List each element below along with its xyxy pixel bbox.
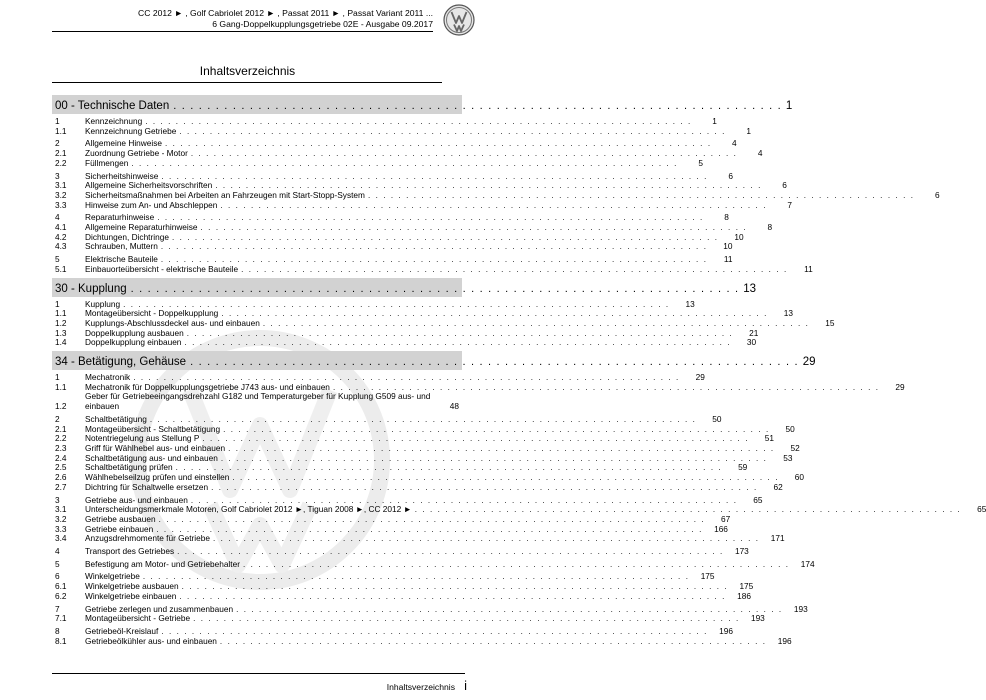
leader-dots: . . . . . . . . . . . . . . . . . . . . . . . . . . . . . . . . . . . . . . . . . . . . . . . . . . . . . . . . . . . . . . . . . . . . . . . .	[175, 463, 723, 473]
leader-dots: . . . . . . . . . . . . . . . . . . . . . . . . . . . . . . . . . . . . . . . . . . . . . . . . . . . . . . . . . . . . . . . . . . . . . . . .	[332, 382, 880, 392]
entry-number: 7.1	[55, 613, 67, 624]
entry-title: Getriebe zerlegen und zusammenbauen	[85, 603, 234, 614]
entry-number: 2.3	[55, 442, 67, 453]
entry-title: Doppelkupplung einbauen	[85, 337, 182, 348]
entry-page: 1	[712, 116, 717, 126]
leader-dots: . . . . . . . . . . . . . . . . . . . . . . . . . . . . . . . . . . . . . . . . . . . . . . . . . . . . . . . . . . . . . . . . . . . . . . . .	[142, 572, 690, 582]
entry-number: 1.1	[55, 125, 67, 136]
toc-entry[interactable]	[52, 263, 813, 275]
entry-number: 2.4	[55, 452, 67, 463]
entry-number: 1.4	[55, 337, 67, 348]
entry-page: 173	[734, 546, 749, 557]
entry-number: 6.1	[55, 581, 67, 592]
leader-dots: . . . . . . . . . . . . . . . . . . . . . . . . . . . . . . . . . . . . . . . . . . . . . . . . . . . . . . . . . . . . . . . . . . . . . . . .	[161, 626, 708, 636]
leader-dots: . . . . . . . . . . . . . . . . . . . . . . . . . . . . . . . . . . . . . . . . . . . . . . . . . . . . . . . . . . . . . . . . . . . . . . . .	[262, 318, 810, 328]
entry-number: 2.5	[55, 462, 67, 473]
entry-number: 3.1	[55, 504, 67, 515]
entry-page: 10	[734, 231, 744, 242]
entry-title: Kennzeichnung	[85, 116, 143, 126]
leader-dots: . . . . . . . . . . . . . . . . . . . . . . . . . . . . . . . . . . . . . . . . . . . . . . . . . . . . . . . . . . . . . . . . . . . . . . . .	[171, 232, 719, 242]
entry-title: Dichtring für Schaltwelle ersetzen	[85, 481, 209, 492]
entry-number: 6	[55, 571, 60, 582]
leader-dots: . . . . . . . . . . . . . . . . . . . . . . . . . . . . . . . . . . . . . . . . . . . . . . . . . . . . . . . . . . . . . . . . . . . . . . . .	[149, 414, 697, 424]
entry-title: Allgemeine Reparaturhinweise	[85, 222, 198, 233]
leader-dots: . . . . . . . . . . . . . . . . . . . . . . . . . . . . . . . . . . . . . . . . . . . . . . . . . . . . . . . . . . . . . . . . . . . . . . . .	[158, 514, 706, 524]
entry-page: 13	[685, 298, 695, 309]
entry-number: 3.3	[55, 199, 67, 210]
entry-page: 65	[753, 494, 763, 505]
entry-number: 2	[55, 138, 60, 149]
vw-logo-icon	[443, 4, 475, 36]
leader-dots: . . . . . . . . . . . . . . . . . . . . . . . . . . . . . . . . . . . . . . . . . . . . . . . . . . . . . . . . . . . . . . . . . . . . . . . .	[133, 373, 680, 383]
leader-dots: . . . . . . . . . . . . . . . . . . . . . . . . . . . . . . . . . . . . . . . . . . . . . . . . . . . . . . . . . . . . . . . . . . . . . . . .	[221, 309, 768, 319]
entry-number: 3.4	[55, 533, 67, 544]
entry-page: 50	[785, 423, 795, 434]
entry-page: 13	[783, 308, 793, 319]
entry-title: Befestigung am Motor- und Getriebehalter	[85, 558, 240, 569]
entry-page: 193	[750, 613, 765, 624]
entry-title: Einbauorteübersicht - elektrische Bauteile	[85, 263, 239, 274]
leader-dots: . . . . . . . . . . . . . . . . . . . . . . . . . . . . . . . . . . . . . . . . . . . . . . . . . . . . . . . . . . . . . . . . . . . . . . . .	[242, 559, 790, 569]
entry-number: 2.7	[55, 481, 67, 492]
entry-number: 1.3	[55, 327, 67, 338]
chapter-page: 29	[802, 356, 816, 369]
toc-chapter-heading[interactable]	[52, 278, 757, 297]
entry-page: 4	[732, 138, 737, 149]
entry-title: Winkelgetriebe	[85, 571, 140, 582]
chapter-page: 13	[743, 282, 757, 295]
entry-number: 3.2	[55, 513, 67, 524]
footer-rule	[52, 673, 465, 674]
entry-page: 29	[695, 372, 705, 383]
entry-title: Füllmengen	[85, 157, 129, 168]
header-rule	[52, 31, 433, 32]
entry-page: 196	[719, 625, 733, 636]
entry-title: Hinweise zum An- und Abschleppen	[85, 199, 218, 210]
entry-title: Kupplungs-Abschlussdeckel aus- und einbauen	[85, 317, 260, 328]
leader-dots: . . . . . . . . . . . . . . . . . . . . . . . . . . . . . . . . . . . . . . . . . . . . . . . . . . . . . . . . . . . . . . . . . . . . . . . .	[200, 223, 748, 233]
entry-page: 11	[723, 254, 733, 265]
entry-page: 53	[783, 452, 793, 463]
entry-title: Notentriegelung aus Stellung P	[85, 433, 200, 444]
toc-entry[interactable]	[52, 392, 462, 411]
entry-title: Schaltbetätigung aus- und einbauen	[85, 452, 218, 463]
toc-entry[interactable]	[52, 199, 793, 211]
leader-dots: . . . . . . . . . . . . . . . . . . . . . . . . . . . . . . . . . . . . . . . . . . . . . . . . . . . . . . . . . . . . . . . . . . . . . . . .	[190, 356, 799, 369]
toc-entry[interactable]	[52, 241, 733, 252]
chapter-title: 00 - Technische Daten	[55, 100, 170, 112]
footer-page-number: i	[464, 678, 467, 693]
toc-entry[interactable]	[52, 533, 785, 544]
entry-page: 65	[977, 504, 986, 515]
leader-dots: . . . . . . . . . . . . . . . . . . . . . . . . . . . . . . . . . . . . . . . . . . . . . . . . . . . . . . . . . . . . . . . . . . . . . . . .	[212, 534, 760, 544]
leader-dots: . . . . . . . . . . . . . . . . . . . . . . . . . . . . . . . . . . . . . . . . . . . . . . . . . . . . . . . . . . . . . . . . . . . . . . . .	[156, 524, 703, 534]
header-edition: 6 Gang-Doppelkupplungsgetriebe 02E - Ausgabe 09.2017	[212, 19, 433, 29]
entry-page: 10	[723, 241, 733, 252]
leader-dots: . . . . . . . . . . . . . . . . . . . . . . . . . . . . . . . . . . . . . . . . . . . . . . . . . . . . . . . . . . . . . . . . . . . . . . . .	[202, 434, 750, 444]
entry-title: Unterscheidungsmerkmale Motoren, Golf Cabriolet 2012 ►, Tiguan 2008 ►, CC 2012 ►	[85, 504, 412, 515]
entry-page: 193	[793, 603, 808, 614]
leader-dots: . . . . . . . . . . . . . . . . . . . . . . . . . . . . . . . . . . . . . . . . . . . . . . . . . . . . . . . . . . . . . . . . . . . . . . . .	[219, 636, 767, 646]
header-models: CC 2012 ► , Golf Cabriolet 2012 ► , Passat 2011 ► , Passat Variant 2011 ...	[138, 8, 433, 18]
leader-dots: . . . . . . . . . . . . . . . . . . . . . . . . . . . . . . . . . . . . . . . . . . . . . . . . . . . . . . . . . . . . . . . . . . . . . . . .	[236, 604, 783, 614]
entry-page: 67	[720, 513, 731, 524]
entry-title: Anzugsdrehmomente für Getriebe	[85, 533, 210, 544]
entry-title: Getriebeölkühler aus- und einbauen	[85, 635, 217, 646]
entry-number: 1	[55, 298, 60, 309]
leader-dots: . . . . . . . . . . . . . . . . . . . . . . . . . . . . . . . . . . . . . . . . . . . . . . . . . . . . . . . . . . . . . . . . . . . . . . . .	[232, 473, 780, 483]
entry-number: 3	[55, 494, 60, 505]
entry-title: Winkelgetriebe einbauen	[85, 590, 177, 601]
entry-page: 62	[773, 481, 783, 492]
entry-title: Sicherheitshinweise	[85, 170, 159, 181]
entry-number: 1	[55, 116, 60, 126]
leader-dots: . . . . . . . . . . . . . . . . . . . . . . . . . . . . . . . . . . . . . . . . . . . . . . . . . . . . . . . . . . . . . . . . . . . . . . . .	[223, 424, 770, 434]
entry-page: 175	[700, 571, 715, 582]
leader-dots: . . . . . . . . . . . . . . . . . . . . . . . . . . . . . . . . . . . . . . . . . . . . . . . . . . . . . . . . . . . . . . . . . . . . . . . .	[193, 614, 740, 624]
leader-dots: . . . . . . . . . . . . . . . . . . . . . . . . . . . . . . . . . . . . . . . . . . . . . . . . . . . . . . . . . . . . . . . . . . . . . . . .	[160, 242, 708, 252]
entry-number: 4	[55, 212, 60, 223]
entry-title: Kennzeichnung Getriebe	[85, 125, 177, 136]
entry-page: 59	[738, 462, 748, 473]
entry-title: Wählhebelseilzug prüfen und einstellen	[85, 472, 230, 483]
entry-title: Getriebe einbauen	[85, 523, 154, 534]
entry-number: 3.1	[55, 180, 67, 191]
toc-entry[interactable]	[52, 613, 765, 624]
entry-number: 2.2	[55, 157, 67, 168]
toc-entry[interactable]	[52, 157, 703, 169]
entry-page: 175	[739, 581, 754, 592]
chapter-page: 1	[785, 100, 793, 112]
entry-page: 52	[790, 442, 800, 453]
entry-title: Transport des Getriebes	[85, 546, 175, 557]
leader-dots: . . . . . . . . . . . . . . . . . . . . . . . . . . . . . . . . . . . . . . . . . . . . . . . . . . . . . . . . . . . . . . . . . . . . . . . .	[228, 443, 775, 453]
entry-number: 3.3	[55, 523, 67, 534]
toc-section	[52, 95, 940, 275]
table-of-contents	[52, 92, 986, 646]
entry-page: 7	[787, 199, 793, 210]
leader-dots: . . . . . . . . . . . . . . . . . . . . . . . . . . . . . . . . . . . . . . . . . . . . . . . . . . . . . . . . . . . . . . . . . . . . . . . .	[131, 158, 678, 168]
leader-dots: . . . . . . . . . . . . . . . . . . . . . . . . . . . . . . . . . . . . . . . . . . . . . . . . . . . . . . . . . . . . . . . . . . . . . . . .	[220, 453, 768, 463]
toc-entry[interactable]	[52, 481, 783, 493]
toc-entry[interactable]	[52, 546, 749, 557]
leader-dots: . . . . . . . . . . . . . . . . . . . . . . . . . . . . . . . . . . . . . . . . . . . . . . . . . . . . . . . . . . . . . . . . . . . . . . . .	[130, 282, 740, 295]
entry-number: 7	[55, 603, 60, 614]
entry-number: 1.2	[55, 401, 67, 412]
leader-dots: . . . . . . . . . . . . . . . . . . . . . . . . . . . . . . . . . . . . . . . . . . . . . . . . . . . . . . . . . . . . . . . . . . . . . . . .	[184, 338, 732, 348]
entry-title: Allgemeine Sicherheitsvorschriften	[85, 180, 213, 191]
entry-title: Getriebe aus- und einbauen	[85, 494, 188, 505]
entry-number: 5	[55, 558, 60, 569]
entry-page: 174	[800, 558, 815, 569]
leader-dots: . . . . . . . . . . . . . . . . . . . . . . . . . . . . . . . . . . . . . . . . . . . . . . . . . . . . . . . . . . . . . . . . . . . . . . . .	[145, 117, 692, 126]
leader-dots: . . . . . . . . . . . . . . . . . . . . . . . . . . . . . . . . . . . . . . . . . . . . . . . . . . . . . . . . . . . . . . . . . . . . . . . .	[367, 190, 915, 200]
entry-number: 4.2	[55, 231, 67, 242]
entry-title: Doppelkupplung ausbauen	[85, 327, 184, 338]
leader-dots: . . . . . . . . . . . . . . . . . . . . . . . . . . . . . . . . . . . . . . . . . . . . . . . . . . . . . . . . . . . . . . . . . . . . . . . .	[173, 100, 782, 112]
entry-title: Getriebeöl-Kreislauf	[85, 625, 159, 636]
leader-dots: . . . . . . . . . . . . . . . . . . . . . . . . . . . . . . . . . . . . . . . . . . . . . . . . . . . . . . . . . . . . . . . . . . . . . . . .	[414, 505, 962, 515]
leader-dots: . . . . . . . . . . . . . . . . . . . . . . . . . . . . . . . . . . . . . . . . . . . . . . . . . . . . . . . . . . . . . . . . . . . . . . . .	[161, 171, 708, 181]
entry-number: 1.2	[55, 317, 67, 328]
entry-page: 196	[777, 635, 792, 646]
leader-dots: . . . . . . . . . . . . . . . . . . . . . . . . . . . . . . . . . . . . . . . . . . . . . . . . . . . . . . . . . . . . . . . . . . . . . . . .	[179, 126, 726, 136]
entry-page: 4	[757, 148, 763, 159]
entry-page: 50	[712, 413, 722, 424]
entry-title: Dichtungen, Dichtringe	[85, 231, 169, 242]
entry-page: 5	[698, 157, 703, 168]
entry-title: Allgemeine Hinweise	[85, 138, 163, 149]
entry-title: Montageübersicht - Getriebe	[85, 613, 191, 624]
entry-title: Mechatronik für Doppelkupplungsgetriebe J743 aus- und einbauen	[85, 381, 330, 392]
leader-dots: . . . . . . . . . . . . . . . . . . . . . . . . . . . . . . . . . . . . . . . . . . . . . . . . . . . . . . . . . . . . . . . . . . . . . . . .	[181, 582, 729, 592]
chapter-title: 30 - Kupplung	[55, 282, 127, 295]
leader-dots: . . . . . . . . . . . . . . . . . . . . . . . . . . . . . . . . . . . . . . . . . . . . . . . . . . . . . . . . . . . . . . . . . . . . . . . .	[123, 299, 670, 309]
leader-dots: . . . . . . . . . . . . . . . . . . . . . . . . . . . . . . . . . . . . . . . . . . . . . . . . . . . . . . . . . . . . . . . . . . . . . . . .	[179, 591, 726, 601]
entry-number: 2.2	[55, 433, 67, 444]
leader-dots: . . . . . . . . . . . . . . . . . . . . . . . . . . . . . . . . . . . . . . . . . . . . . . . . . . . . . . . . . . . . . . . . . . . . . . . .	[190, 149, 738, 159]
entry-page: 48	[449, 401, 459, 412]
entry-page: 6	[782, 180, 787, 191]
entry-title: Kupplung	[85, 298, 121, 309]
leader-dots: . . . . . . . . . . . . . . . . . . . . . . . . . . . . . . . . . . . . . . . . . . . . . . . . . . . . . . . . . . . . . . . . . . . . . . . .	[160, 255, 708, 265]
entry-number: 2.1	[55, 423, 67, 434]
entry-page: 29	[895, 381, 905, 392]
toc-section	[52, 351, 986, 646]
entry-title: Winkelgetriebe ausbauen	[85, 581, 179, 592]
entry-page: 15	[825, 317, 835, 328]
entry-page: 8	[767, 222, 773, 233]
toc-entry[interactable]	[52, 635, 792, 647]
entry-title: Schaltbetätigung prüfen	[85, 462, 173, 473]
entry-number: 4	[55, 546, 60, 557]
entry-number: 2.6	[55, 472, 67, 483]
entry-number: 2.1	[55, 148, 67, 159]
entry-title: Schrauben, Muttern	[85, 241, 158, 252]
entry-number: 2	[55, 413, 60, 424]
entry-title: Mechatronik	[85, 372, 131, 383]
leader-dots: . . . . . . . . . . . . . . . . . . . . . . . . . . . . . . . . . . . . . . . . . . . . . . . . . . . . . . . . . . . . . . . . . . . . . . . .	[177, 547, 724, 557]
entry-number: 1.1	[55, 381, 67, 392]
entry-page: 6	[934, 189, 940, 200]
leader-dots: . . . . . . . . . . . . . . . . . . . . . . . . . . . . . . . . . . . . . . . . . . . . . . . . . . . . . . . . . . . . . . . . . . . . . . . .	[220, 200, 768, 210]
entry-title: Sicherheitsmaßnahmen bei Arbeiten an Fahrzeugen mit Start-Stopp-System	[85, 189, 365, 200]
entry-page: 30	[746, 337, 757, 348]
entry-number: 5.1	[55, 263, 67, 274]
entry-number: 5	[55, 254, 60, 265]
entry-title: Reparaturhinweise	[85, 212, 155, 223]
leader-dots: . . . . . . . . . . . . . . . . . . . . . . . . . . . . . . . . . . . . . . . . . . . . . . . . . . . . . . . . . . . . . . . . . . . . . . . .	[157, 213, 704, 223]
entry-page: 166	[714, 523, 728, 534]
chapter-title: 34 - Betätigung, Gehäuse	[55, 356, 187, 369]
entry-number: 1	[55, 372, 60, 383]
entry-number: 4.3	[55, 241, 67, 252]
entry-number: 3.2	[55, 189, 67, 200]
entry-title: Geber für Getriebeeingangsdrehzahl G182 und Temperaturgeber für Kupplung G509 aus- und einbauen	[85, 391, 431, 412]
entry-number: 3	[55, 170, 60, 181]
leader-dots: . . . . . . . . . . . . . . . . . . . . . . . . . . . . . . . . . . . . . . . . . . . . . . . . . . . . . . . . . . . . . . . . . . . . . . . .	[186, 328, 734, 338]
leader-dots: . . . . . . . . . . . . . . . . . . . . . . . . . . . . . . . . . . . . . . . . . . . . . . . . . . . . . . . . . . . . . . . . . . . . . . . .	[190, 495, 738, 505]
entry-page: 11	[804, 263, 813, 274]
toc-section	[52, 278, 835, 349]
entry-number: 8	[55, 625, 60, 636]
page-title: Inhaltsverzeichnis	[199, 64, 296, 78]
leader-dots: . . . . . . . . . . . . . . . . . . . . . . . . . . . . . . . . . . . . . . . . . . . . . . . . . . . . . . . . . . . . . . . . . . . . . . . .	[165, 139, 712, 149]
entry-page: 1	[746, 125, 751, 136]
entry-page: 171	[770, 533, 785, 544]
entry-page: 51	[764, 433, 775, 444]
entry-number: 1.1	[55, 308, 67, 319]
entry-title: Getriebe ausbauen	[85, 513, 156, 524]
entry-number: 4.1	[55, 222, 67, 233]
entry-title: Schaltbetätigung	[85, 413, 147, 424]
toc-entry[interactable]	[52, 558, 815, 570]
entry-title: Elektrische Bauteile	[85, 254, 158, 265]
footer-label: Inhaltsverzeichnis	[386, 682, 455, 692]
leader-dots: . . . . . . . . . . . . . . . . . . . . . . . . . . . . . . . . . . . . . . . . . . . . . . . . . . . . . . . . . . . . . . . . . . . . . . . .	[215, 181, 762, 191]
entry-page: 8	[724, 212, 729, 223]
page-header	[0, 0, 495, 60]
entry-page: 186	[737, 590, 751, 601]
toc-chapter-heading[interactable]	[52, 351, 816, 370]
entry-page: 6	[728, 170, 733, 181]
toc-chapter-heading[interactable]	[52, 95, 793, 114]
entry-number: 8.1	[55, 635, 67, 646]
leader-dots: . . . . . . . . . . . . . . . . . . . . . . . . . . . . . . . . . . . . . . . . . . . . . . . . . . . . . . . . . . . . . . . . . . . . . . . .	[211, 482, 758, 492]
entry-page: 60	[794, 472, 805, 483]
title-rule	[52, 82, 442, 83]
entry-page: 21	[749, 327, 759, 338]
entry-title: Griff für Wählhebel aus- und einbauen	[85, 442, 226, 453]
entry-title: Montageübersicht - Doppelkupplung	[85, 308, 219, 319]
entry-title: Montageübersicht - Schaltbetätigung	[85, 423, 221, 434]
entry-number: 6.2	[55, 590, 67, 601]
toc-entry[interactable]	[52, 125, 751, 137]
toc-entry[interactable]	[52, 337, 757, 348]
entry-title: Zuordnung Getriebe - Motor	[85, 148, 188, 159]
toc-entry[interactable]	[52, 590, 751, 602]
leader-dots: . . . . . . . . . . . . . . . . . . . . . . . . . . . . . . . . . . . . . . . . . . . . . . . . . . . . . . . . . . . . . . . . . . . . . . . .	[241, 264, 788, 274]
